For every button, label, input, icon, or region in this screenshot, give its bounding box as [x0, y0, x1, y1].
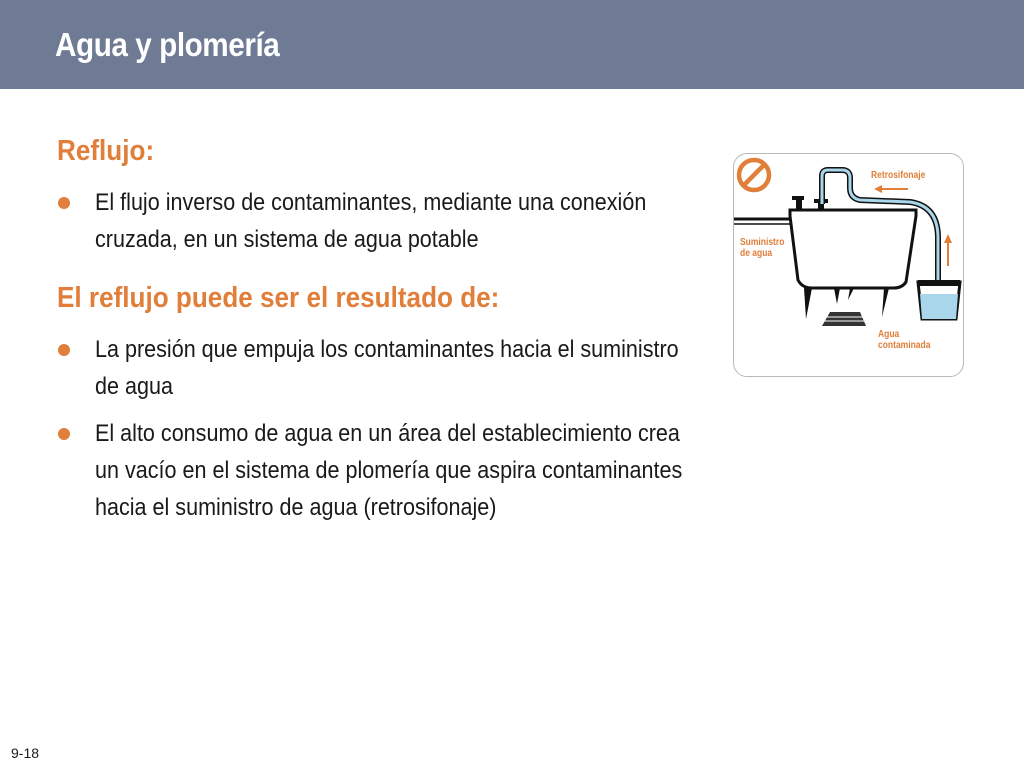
- bullet-list-causes: [57, 331, 697, 526]
- bullet-item: [57, 415, 697, 526]
- section-heading-causes: El reflujo puede ser el resultado de:: [57, 282, 500, 314]
- prohibited-icon: [739, 160, 769, 190]
- bullet-dot-icon: [58, 197, 70, 209]
- bullet-text: El flujo inverso de contaminantes, mediante una conexión cruzada, en un sistema de agua potable: [95, 189, 647, 253]
- label-contaminated-water: Agua contaminada: [878, 329, 931, 351]
- label-water-supply: Suministro de agua: [740, 237, 785, 259]
- bullet-dot-icon: [58, 428, 70, 440]
- title-bar: [0, 0, 1024, 89]
- arrow-left-icon: [874, 185, 908, 193]
- section-heading-reflujo: Reflujo:: [57, 135, 155, 167]
- bullet-item: [57, 331, 697, 405]
- drain-icon: [822, 312, 866, 326]
- slide-title: Agua y plomería: [55, 26, 280, 63]
- backsiphonage-illustration: [733, 153, 964, 377]
- slide-content: [57, 135, 697, 536]
- bullet-item: [57, 184, 697, 258]
- contaminated-bucket-icon: [918, 280, 960, 319]
- page-number: 9-18: [11, 745, 40, 761]
- arrow-up-icon: [944, 234, 952, 266]
- sink-icon: [790, 210, 916, 319]
- bullet-dot-icon: [58, 344, 70, 356]
- bullet-list-reflujo: [57, 184, 697, 258]
- bullet-text: La presión que empuja los contaminantes hacia el suministro de agua: [95, 336, 679, 400]
- bullet-text: El alto consumo de agua en un área del establecimiento crea un vacío en el sistema de plomería que aspira contaminantes hacia el suministro de agua (retrosifonaje): [95, 420, 683, 521]
- label-retrosiphon: Retrosifonaje: [871, 170, 926, 181]
